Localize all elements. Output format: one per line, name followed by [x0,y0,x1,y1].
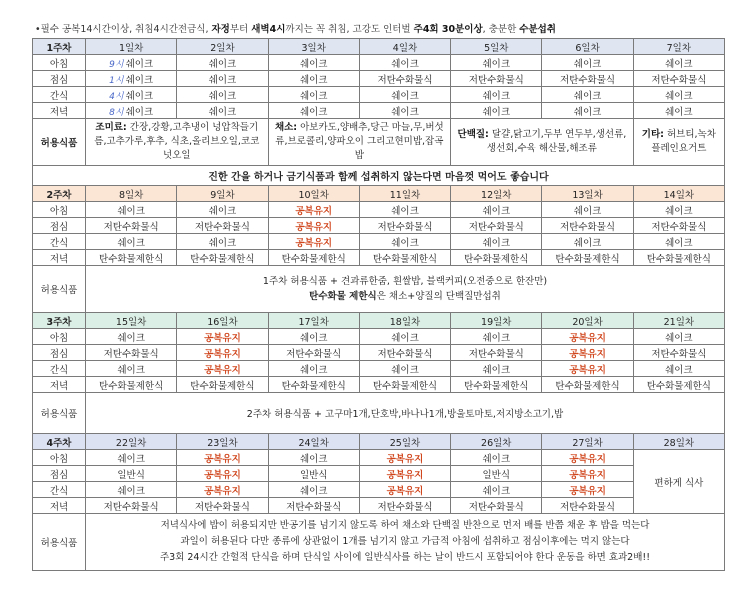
day-label: 7일차 [633,39,724,55]
meal-row [33,87,725,103]
meal-cell: 쉐이크 [86,329,177,345]
meal-cell: 저탄수화물식 [451,71,542,87]
fasting-cell: 공복유지 [542,329,633,345]
meal-cell: 저탄수화물식 [451,345,542,361]
meal-cell: 쉐이크 [633,361,724,377]
meal-cell: 저탄수화물식 [359,218,450,234]
banner-row [33,166,725,186]
meal-label: 저녁 [33,377,86,393]
eat-freely-banner: 진한 간을 하거나 금기식품과 함께 섭취하지 않는다면 마음껏 먹어도 좋습니다 [33,166,725,186]
meal-cell: 쉐이크 [268,482,359,498]
meal-cell: 쉐이크 [451,329,542,345]
meal-cell: 쉐이크 [451,482,542,498]
meal-cell: 쉐이크 [268,450,359,466]
meal-row [33,450,725,466]
notice-bold: 새벽4시 [251,24,286,35]
meal-cell: 쉐이크 [86,361,177,377]
meal-cell: 쉐이크 [86,482,177,498]
meal-cell: 탄수화물제한식 [451,377,542,393]
meal-cell: 쉐이크 [177,202,268,218]
meal-cell: 일반식 [86,466,177,482]
category-title: 채소: [274,122,298,133]
meal-cell: 쉐이크 [451,234,542,250]
meal-label: 아침 [33,450,86,466]
meal-row [33,250,725,266]
meal-cell: 쉐이크 [633,329,724,345]
allowed-bold: 탄수화물 제한식 [309,291,377,302]
meal-cell: 쉐이크 [451,361,542,377]
meal-cell: 쉐이크 [86,234,177,250]
meal-label: 간식 [33,87,86,103]
day-label: 9일차 [177,186,268,202]
meal-row [33,377,725,393]
fasting-cell: 공복유지 [359,482,450,498]
allowed-label: 허용식품 [33,393,86,434]
category-text: 간장,강황,고추냉이 넝압착들기름,고추가루,후추, 식초,올리브오일,코코넛오일 [94,122,260,161]
meal-cell: 쉐이크 [359,87,450,103]
meal-cell: 저탄수화물식 [633,218,724,234]
meal-row [33,498,725,514]
meal-cell: 쉐이크 [268,329,359,345]
day-label: 25일차 [359,434,450,450]
week-label: 1주차 [33,39,86,55]
meal-cell: 쉐이크 [451,55,542,71]
meal-cell: 저탄수화물식 [451,218,542,234]
meal-label: 저녁 [33,498,86,514]
day-label: 26일차 [451,434,542,450]
meal-row [33,482,725,498]
allowed-label: 허용식품 [33,514,86,571]
meal-cell: 쉐이크 [451,450,542,466]
meal-text: 쉐이크 [125,74,154,86]
day-label: 4일차 [359,39,450,55]
week3-header-row [33,313,725,329]
fasting-cell: 공복유지 [268,234,359,250]
meal-cell [86,55,177,71]
category-title: 단백질: [457,129,489,140]
meal-cell: 쉐이크 [268,87,359,103]
meal-label: 저녁 [33,103,86,119]
other-list [633,119,724,166]
day-label: 24일차 [268,434,359,450]
protein-list [451,119,634,166]
notice-text: 까지는 꼭 취침, 고강도 인터벌 [285,24,414,35]
day-label: 8일차 [86,186,177,202]
meal-cell: 저탄수화물식 [268,345,359,361]
allowed-text: 은 채소+양질의 단백질만섭취 [376,291,501,302]
meal-cell: 쉐이크 [268,361,359,377]
category-text: 달걀,닭고기,두부 연두부,생선류,생선회,수육 해산물,해조류 [486,129,627,154]
meal-cell: 쉐이크 [177,87,268,103]
fasting-cell: 공복유지 [177,450,268,466]
meal-row [33,345,725,361]
meal-cell: 저탄수화물식 [86,218,177,234]
meal-label: 점심 [33,218,86,234]
meal-cell: 탄수화물제한식 [451,250,542,266]
meal-cell [86,103,177,119]
meal-cell [86,71,177,87]
meal-label: 저녁 [33,250,86,266]
meal-cell: 저탄수화물식 [542,71,633,87]
fasting-cell: 공복유지 [542,345,633,361]
meal-cell: 탄수화물제한식 [177,250,268,266]
fasting-cell: 공복유지 [268,218,359,234]
notice-text: 부터 [229,24,252,35]
meal-cell: 쉐이크 [359,329,450,345]
meal-cell: 저탄수화물식 [177,498,268,514]
vegetable-list [268,119,451,166]
seasoning-list [86,119,269,166]
meal-row [33,218,725,234]
meal-cell: 탄수화물제한식 [86,377,177,393]
fasting-cell: 공복유지 [177,345,268,361]
meal-cell: 저탄수화물식 [177,218,268,234]
day-label: 27일차 [542,434,633,450]
meal-cell: 쉐이크 [359,234,450,250]
diet-schedule-table [32,38,725,571]
meal-cell: 쉐이크 [268,103,359,119]
meal-cell: 쉐이크 [86,450,177,466]
week-label: 2주차 [33,186,86,202]
meal-cell: 쉐이크 [451,87,542,103]
week-label: 4주차 [33,434,86,450]
day-label: 3일차 [268,39,359,55]
day-label: 12일차 [451,186,542,202]
meal-label: 간식 [33,234,86,250]
meal-cell: 저탄수화물식 [359,71,450,87]
day-label: 15일차 [86,313,177,329]
meal-cell: 저탄수화물식 [542,498,633,514]
handwritten-time: 8시 [109,107,124,118]
day-label: 20일차 [542,313,633,329]
meal-label: 아침 [33,202,86,218]
day-label: 13일차 [542,186,633,202]
meal-cell: 저탄수화물식 [359,498,450,514]
category-title: 기타: [641,129,664,140]
requirements-notice [35,21,725,35]
meal-cell: 저탄수화물식 [633,71,724,87]
fasting-cell: 공복유지 [542,361,633,377]
day-label: 11일차 [359,186,450,202]
meal-cell: 쉐이크 [451,202,542,218]
day-label: 1일차 [86,39,177,55]
fasting-cell: 공복유지 [359,450,450,466]
meal-cell: 탄수화물제한식 [633,250,724,266]
allowed-foods-row [33,119,725,166]
meal-cell: 일반식 [451,466,542,482]
meal-text: 쉐이크 [125,106,154,118]
meal-cell: 쉐이크 [86,202,177,218]
meal-label: 점심 [33,71,86,87]
allowed-line: 주3회 24시간 간헐적 단식을 하며 단식일 사이에 일반식사를 하는 날이 반드시 포함되어야 한다 운동을 하면 효과2배!! [159,552,651,563]
day-label: 22일차 [86,434,177,450]
fasting-cell: 공복유지 [542,482,633,498]
meal-cell: 탄수화물제한식 [268,377,359,393]
category-text: 아보카도,양배추,당근 마늘,무,버섯류,브로콜리,양파오이 그리고현미밥,잡곡밥 [275,122,444,161]
fasting-cell: 공복유지 [268,202,359,218]
meal-cell: 저탄수화물식 [633,345,724,361]
week4-header-row [33,434,725,450]
meal-label: 간식 [33,361,86,377]
meal-cell: 탄수화물제한식 [177,377,268,393]
meal-row [33,329,725,345]
allowed-label: 허용식품 [33,266,86,313]
meal-cell: 쉐이크 [633,202,724,218]
notice-text: , 충분한 [482,24,520,35]
meal-text: 쉐이크 [125,58,154,70]
day-label: 16일차 [177,313,268,329]
week-label: 3주차 [33,313,86,329]
handwritten-time: 9시 [109,59,124,70]
allowed-foods-note [86,266,725,313]
day-label: 21일차 [633,313,724,329]
meal-text: 쉐이크 [125,90,154,102]
fasting-cell: 공복유지 [542,466,633,482]
meal-cell: 저탄수화물식 [86,345,177,361]
allowed-line: 저녁식사에 밥이 허용되지만 반공기를 넘기지 않도록 하여 채소와 단백질 반찬으로 먼저 배를 반쯤 채운 후 밥을 먹는다 [160,520,650,531]
fasting-cell: 공복유지 [359,466,450,482]
meal-row [33,361,725,377]
week2-header-row [33,186,725,202]
notice-bold: 수분섭취 [519,24,556,35]
meal-cell: 탄수화물제한식 [542,377,633,393]
meal-cell: 쉐이크 [359,103,450,119]
day-label: 5일차 [451,39,542,55]
meal-cell: 쉐이크 [177,71,268,87]
meal-row [33,55,725,71]
meal-cell [86,87,177,103]
meal-cell: 쉐이크 [542,103,633,119]
meal-cell: 일반식 [268,466,359,482]
allowed-foods-note: 2주차 허용식품 + 고구마1개,단호박,바나나1개,방울토마토,저지방소고기,밥 [86,393,725,434]
meal-cell: 쉐이크 [177,234,268,250]
meal-label: 아침 [33,329,86,345]
meal-cell: 쉐이크 [633,55,724,71]
meal-cell: 저탄수화물식 [268,498,359,514]
meal-cell: 쉐이크 [542,234,633,250]
category-title: 조미료: [95,122,127,133]
meal-cell: 저탄수화물식 [359,345,450,361]
meal-cell: 탄수화물제한식 [86,250,177,266]
meal-cell: 탄수화물제한식 [359,377,450,393]
allowed-foods-row [33,514,725,571]
allowed-label: 허용식품 [33,119,86,166]
meal-cell: 쉐이크 [542,202,633,218]
fasting-cell: 공복유지 [177,361,268,377]
meal-cell: 탄수화물제한식 [359,250,450,266]
day-label: 19일차 [451,313,542,329]
allowed-foods-row [33,393,725,434]
meal-label: 간식 [33,482,86,498]
day-label: 2일차 [177,39,268,55]
meal-cell: 쉐이크 [633,234,724,250]
meal-row [33,202,725,218]
meal-row [33,466,725,482]
meal-cell: 쉐이크 [177,55,268,71]
fasting-cell: 공복유지 [177,466,268,482]
meal-label: 점심 [33,345,86,361]
meal-cell: 탄수화물제한식 [268,250,359,266]
meal-cell: 탄수화물제한식 [542,250,633,266]
meal-cell: 쉐이크 [268,71,359,87]
free-meal-cell: 편하게 식사 [633,450,724,514]
day-label: 14일차 [633,186,724,202]
meal-cell: 쉐이크 [268,55,359,71]
allowed-foods-row [33,266,725,313]
notice-text: •필수 공복14시간이상, 취침4시간전금식, [35,24,212,35]
meal-cell: 쉐이크 [359,55,450,71]
meal-cell: 저탄수화물식 [86,498,177,514]
meal-cell: 쉐이크 [633,103,724,119]
meal-cell: 쉐이크 [633,87,724,103]
meal-cell: 쉐이크 [451,103,542,119]
meal-label: 아침 [33,55,86,71]
handwritten-time: 4시 [109,91,124,102]
allowed-line: 과일이 허용된다 다만 종류에 상관없이 1개를 넘기지 않고 가급적 아침에 섭취하고 점심이후에는 먹지 않는다 [180,536,630,547]
fasting-cell: 공복유지 [177,482,268,498]
meal-cell: 쉐이크 [542,55,633,71]
meal-row [33,103,725,119]
allowed-foods-note [86,514,725,571]
notice-bold: 자정 [211,24,230,35]
fasting-cell: 공복유지 [542,450,633,466]
day-label: 17일차 [268,313,359,329]
meal-cell: 쉐이크 [542,87,633,103]
notice-bold: 주4회 30분이상 [413,24,483,35]
meal-label: 점심 [33,466,86,482]
meal-cell: 쉐이크 [359,361,450,377]
day-label: 6일차 [542,39,633,55]
meal-row [33,71,725,87]
allowed-line: 1주차 허용식품 + 견과류한줌, 흰쌀밥, 블랙커피(오전중으로 한잔만) [262,276,548,287]
category-text: 허브티,녹차 플레인요거트 [651,129,716,154]
day-label: 10일차 [268,186,359,202]
meal-cell: 쉐이크 [177,103,268,119]
meal-cell: 저탄수화물식 [451,498,542,514]
meal-cell: 탄수화물제한식 [633,377,724,393]
day-label: 23일차 [177,434,268,450]
meal-cell: 쉐이크 [359,202,450,218]
day-label: 28일차 [633,434,724,450]
fasting-cell: 공복유지 [177,329,268,345]
handwritten-time: 1시 [109,75,124,86]
day-label: 18일차 [359,313,450,329]
week1-header-row [33,39,725,55]
meal-row [33,234,725,250]
allowed-line [88,289,722,304]
meal-cell: 저탄수화물식 [542,218,633,234]
